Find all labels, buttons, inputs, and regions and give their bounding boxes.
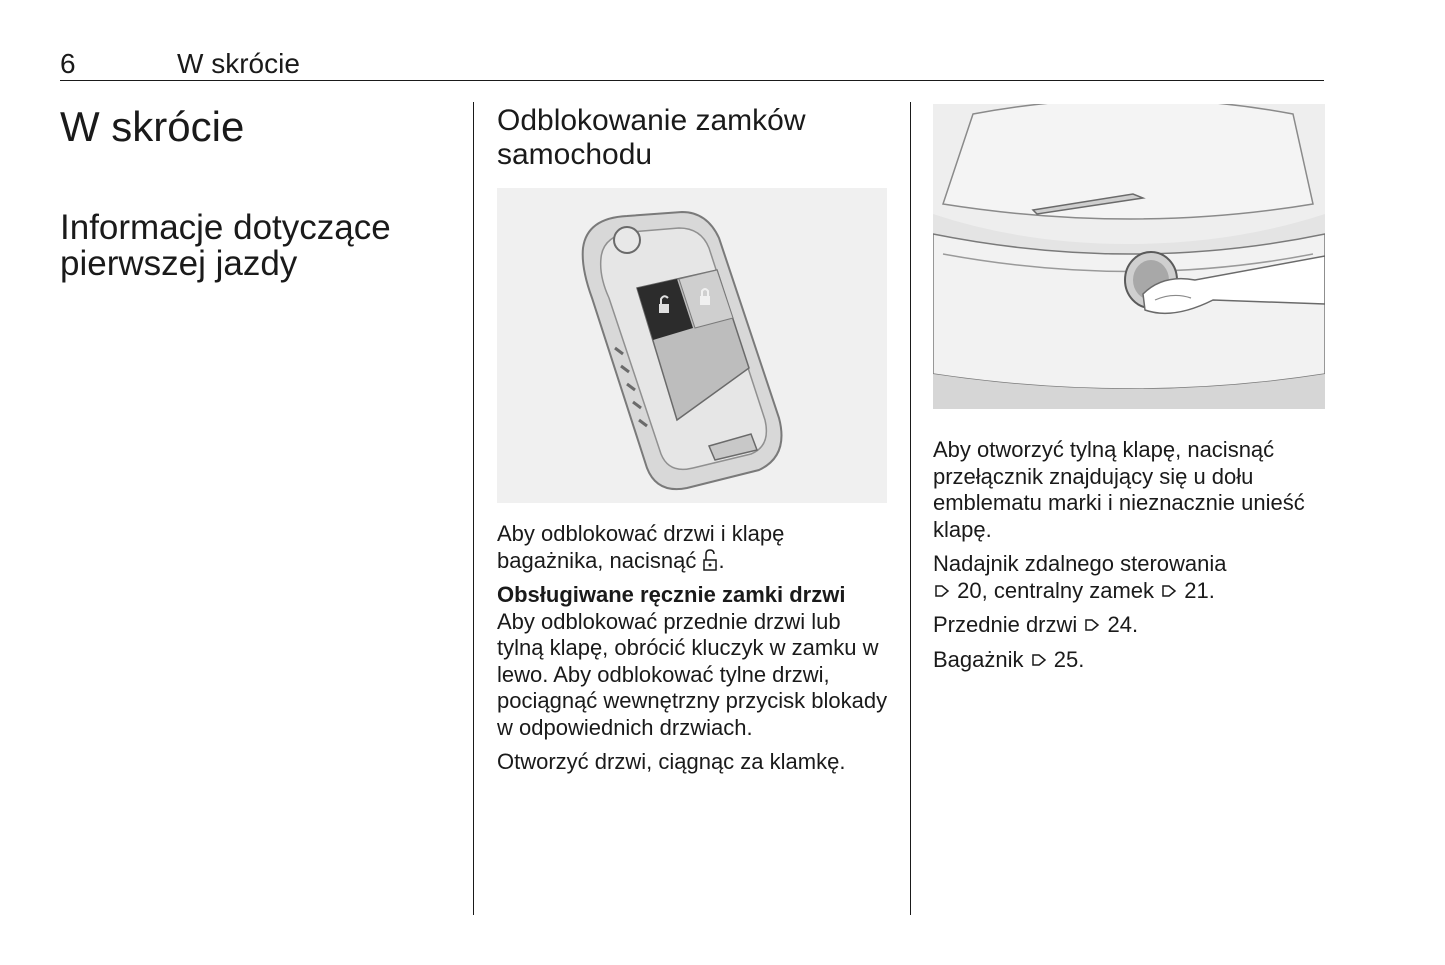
paragraph: Aby otworzyć tylną klapę, nacisnąć przełącznik znajdujący się u dołu emblematu marki i nieznacznie unieść klapę. <box>933 437 1305 542</box>
column-2 <box>497 104 892 776</box>
paragraph: Aby odblokować drzwi i klapę bagażnika, nacisnąć . <box>497 521 785 573</box>
page-link[interactable]: 24 <box>1107 612 1133 637</box>
xref-arrow-icon <box>1030 651 1048 669</box>
tailgate-release-icon <box>933 104 1325 409</box>
cross-reference: Bagażnik 25. <box>933 646 1085 672</box>
paragraph: Aby odblokować przednie drzwi lub tylną klapę, obrócić kluczyk w zamku w lewo. Aby odblokować tylne drzwi, pociągnąć wewnętrzny przycisk blokady w odpowiednich drzwiach. <box>497 608 888 740</box>
subheading: Obsługiwane ręcznie zamki drzwi <box>497 582 846 607</box>
paragraph: Otworzyć drzwi, ciągnąc za klamkę. <box>497 749 846 774</box>
unlock-icon <box>702 548 718 572</box>
page-header <box>60 44 1324 81</box>
car-key-remote-icon <box>497 188 887 503</box>
page-number: 6 <box>60 48 76 79</box>
running-header-title: W skrócie <box>177 48 300 79</box>
cross-reference: Przednie drzwi 24. <box>933 612 1139 637</box>
column-divider <box>473 102 474 915</box>
xref-arrow-icon <box>1160 582 1178 600</box>
section-title: Informacje dotyczące pierwszej jazdy <box>60 208 391 283</box>
page-link[interactable]: 21 <box>1184 577 1209 603</box>
column-3 <box>933 104 1325 673</box>
section-heading: Odblokowanie zamków samochodu <box>497 104 806 171</box>
xref-arrow-icon <box>1083 616 1101 634</box>
column-1 <box>60 104 450 282</box>
page-link[interactable]: 25 <box>1053 646 1079 672</box>
chapter-title: W skrócie <box>60 103 245 150</box>
cross-reference: Nadajnik zdalnego sterowania 20, centralny zamek 21. <box>933 551 1227 603</box>
column-divider <box>910 102 911 915</box>
xref-arrow-icon <box>933 582 951 600</box>
page-link[interactable]: 20 <box>957 577 982 603</box>
